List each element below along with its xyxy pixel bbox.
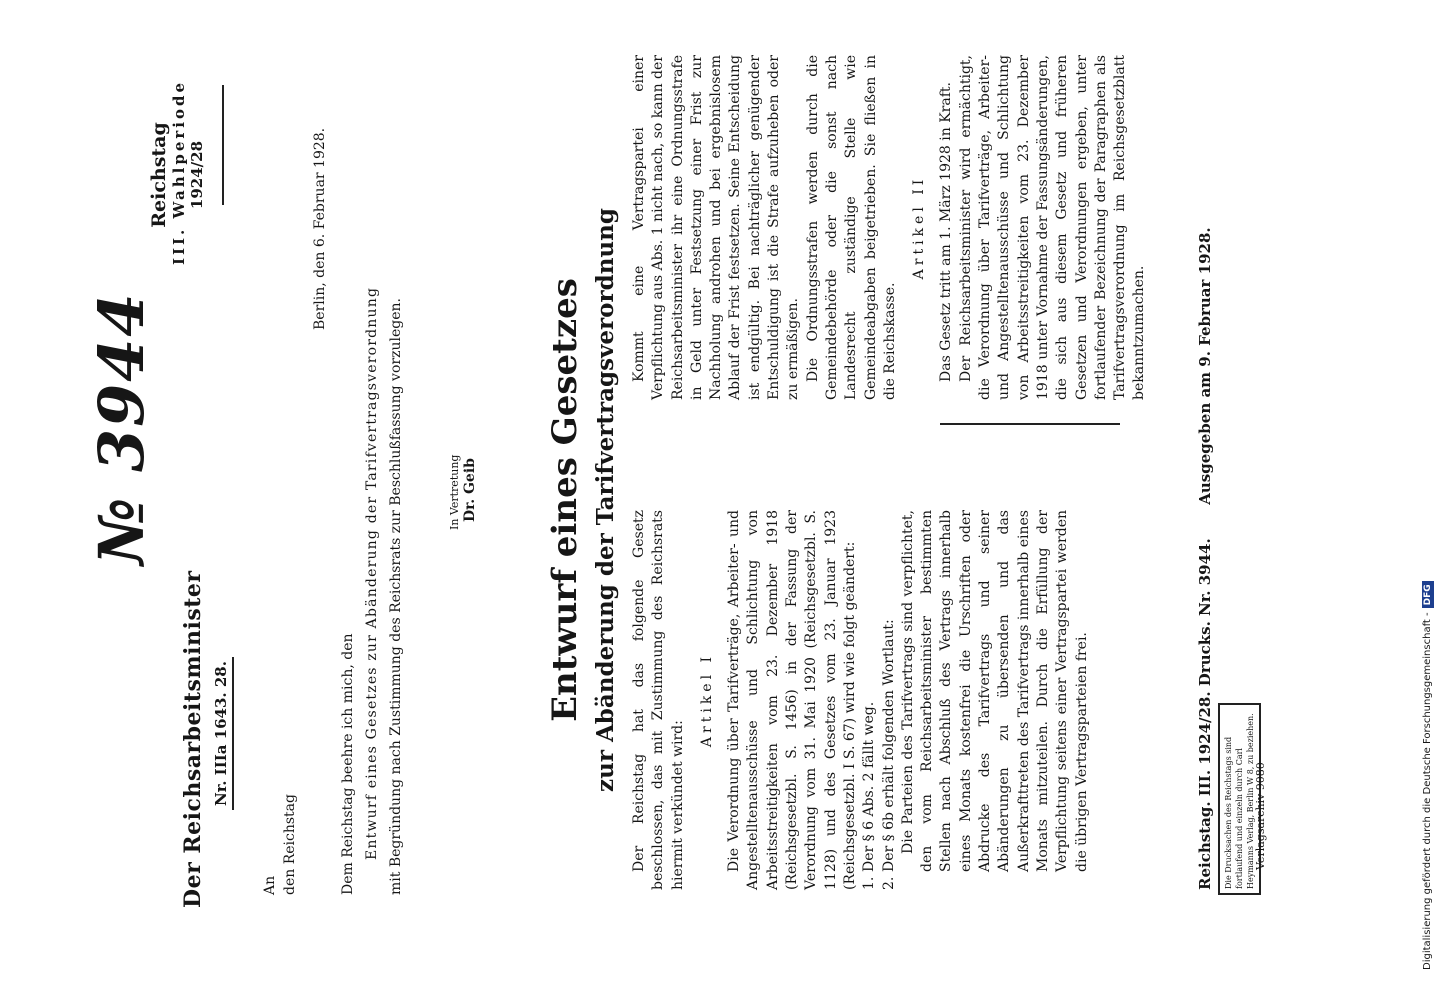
parliament-name: Reichstag: [148, 122, 170, 228]
right-column: [630, 55, 1150, 400]
ministry-name: Der Reichsarbeitsminister: [180, 570, 206, 908]
article-2-heading: Artikel II: [911, 175, 928, 280]
issue-date: Ausgegeben am 9. Februar 1928.: [1196, 227, 1214, 505]
item-2-text: Der § 6b erhält folgenden Wortlaut:: [880, 619, 897, 872]
period-years: 1924/28: [188, 140, 206, 210]
authorization-paragraph: Der Reichsarbeitsminister wird ermächtigt, die Verordnung über Tarifverträge, Arbeiter- und Angestelltenausschüsse und Schlichtung von Arbeitsstreitigkeiten vom 23. Dezember 1918 unter Vornahme der Fassungsänderungen, die sich aus diesem Gesetz und früheren Gesetzen und Verordnungen ergeben, unter fortlaufender Bezeichnung der Paragraphen als Tarifvertragsverordnung im Reichsgesetzblatt bekanntzumachen.: [957, 55, 1148, 400]
item-2-number: 2.: [880, 876, 897, 890]
intro-line-1: Dem Reichstag beehre ich mich, den: [340, 633, 356, 895]
intro-line-2: Entwurf eines Gesetzes zur Abänderung der Tarifvertragsverordnung: [364, 286, 380, 860]
collection-paragraph: Die Ordnungsstrafen werden durch die Gemeindebehörde oder die sonst nach Landesrecht zuständige Stelle wie Gemeindeabgaben beigetrieben. Sie fließen in die Reichskasse.: [804, 55, 898, 400]
header-rule: [222, 85, 224, 205]
item-1-number: 1.: [861, 876, 878, 890]
left-column: [630, 510, 1092, 890]
effective-date: Das Gesetz tritt am 1. März 1928 in Kraft.: [938, 82, 955, 382]
dateline: Berlin, den 6. Februar 1928.: [312, 127, 328, 330]
item-1: [860, 510, 879, 890]
draft-title: Entwurf eines Gesetzes: [545, 278, 585, 722]
file-number: Nr. IIIa 1643. 28.: [212, 657, 234, 810]
footer-line: [1196, 227, 1214, 890]
article-1-text: Die Verordnung über Tarifverträge, Arbeiter- und Angestelltenausschüsse und Schlichtung von Arbeitsstreitigkeiten vom 23. Dezember 1918 (Reichsgesetzbl. S. 1456) in der Fassung der Verordnung vom 31. Mai 1920 (Reichsgesetzbl. S. 1128) und des Gesetzes vom 23. Januar 1923 (Reichsgesetzbl. I S. 67) wird wie folgt geändert:: [726, 510, 858, 890]
intro-line-3: mit Begründung nach Zustimmung des Reichsrats zur Beschlußfassung vorzulegen.: [388, 298, 404, 895]
archive-number: Verlagsarchiv 9080: [1254, 762, 1267, 870]
draft-subtitle: zur Abänderung der Tarifvertragsverordnung: [592, 208, 619, 792]
item-2-paragraph: Die Parteien des Tarifvertrags sind verpflichtet, den vom Reichsarbeitsminister bestimmten Stellen nach Abschluß des Vertrags innerhalb eines Monats kostenfrei die Urschriften oder Abdrucke des Tarifvertrags und seiner Abänderungen zu übersenden und das Außerkrafttreten des Tarifvertrags innerhalb eines Monats mitzuteilen. Durch die Erfüllung der Verpflichtung seitens einer Vertragspartei werden die übrigen Vertragsparteien frei.: [899, 510, 1090, 872]
penalty-paragraph: Kommt eine Vertragspartei einer Verpflichtung aus Abs. 1 nicht nach, so kann der Reichsarbeitsminister ihr eine Ordnungsstrafe in Geld unter Festsetzung einer Frist zur Nachholung androhen und bei ergebnislosem Ablauf der Frist festsetzen. Seine Entscheidung ist endgültig. Bei nachträglicher genügender Entschuldigung ist die Strafe aufzuheben oder zu ermäßigen.: [631, 55, 802, 400]
column-divider: [940, 423, 1120, 425]
dfg-logo: DFG: [1422, 581, 1434, 608]
signature-name: Dr. Geib: [462, 458, 478, 522]
reichstag-header: [148, 79, 206, 265]
article-1-heading: Artikel I: [698, 652, 715, 748]
print-reference: Reichstag. III. 1924/28. Drucks. Nr. 3944.: [1196, 538, 1214, 890]
signature-deputy: In Vertretung: [448, 454, 461, 530]
address-line-2: den Reichstag: [282, 794, 298, 895]
electoral-period: III. Wahlperiode: [170, 79, 188, 265]
address-line-1: An: [262, 875, 278, 895]
notice-text: Digitalisierung gefördert durch die Deutsche Forschungsgemeinschaft -: [1422, 612, 1433, 970]
publisher-note: Die Drucksachen des Reichstags sind fortlaufend und einzeln durch Carl Heymanns Verlag, Berlin W 8, zu beziehen.: [1218, 703, 1261, 895]
item-1-text: Der § 6 Abs. 2 fällt weg.: [861, 701, 878, 872]
document-number: № 3944: [85, 291, 158, 565]
item-2: [880, 510, 899, 890]
digitization-notice: [1422, 581, 1434, 970]
preamble: Der Reichstag hat das folgende Gesetz beschlossen, das mit Zustimmung des Reichsrats hiermit verkündet wird:: [631, 510, 686, 890]
